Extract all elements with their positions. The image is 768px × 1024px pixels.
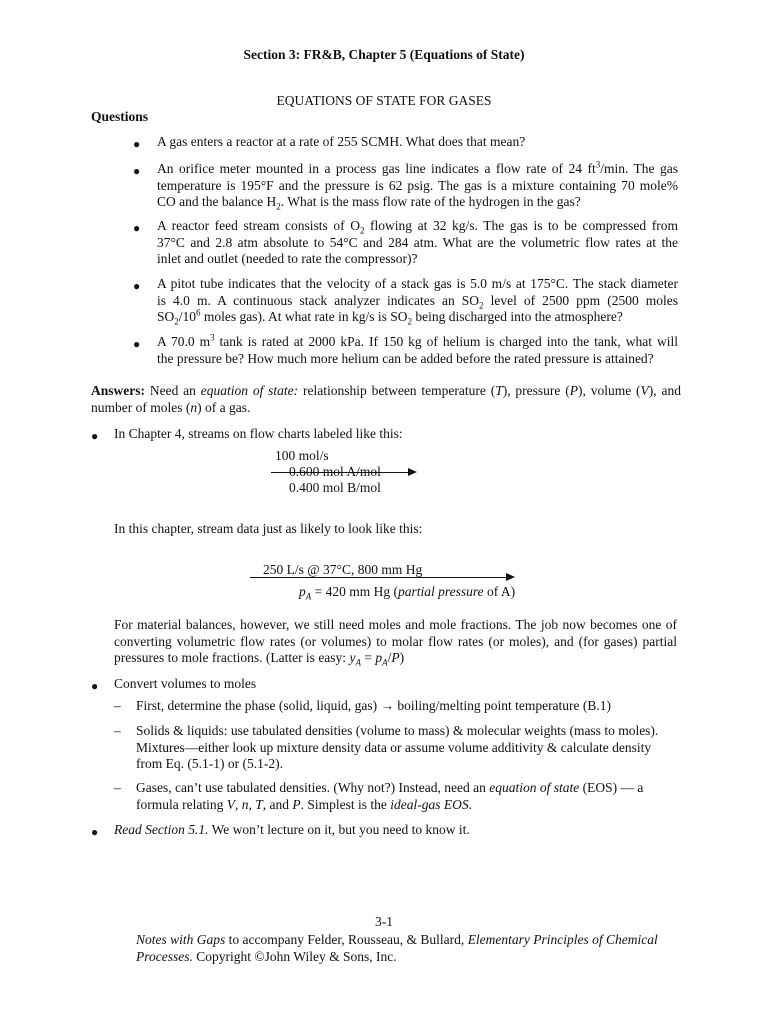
questions-heading: Questions (91, 109, 149, 124)
question-4: A pitot tube indicates that the velocity of a stack gas is 5.0 m/s at 175°C. The stack diameter is 4.0 m. A continuous stack analyzer indicates an $SO_2$ level of 2500 ppm (2500 moles $SO_2/10^6$ moles gas). At what rate in kg/s is $SO_2$ being discharged into the atmosphere? (157, 276, 678, 327)
bullet-icon: ● (133, 164, 141, 178)
solids-liquids-step: Solids & liquids: use tabulated densities (volume to mass) & molecular weights (mass to moles). Mixtures—either look up mixture density data or assume volume additivity & calculate density from Eq. (5.1-1) or (5.1-2). (136, 723, 659, 771)
flow-rate-label: 100 mol/s (275, 448, 329, 463)
gases-step: Gases, can’t use tabulated densities. (Why not?) Instead, need an equation of state (EOS) — a formula relating V, n, T, and P. Simplest is the ideal-gas EOS. (136, 780, 644, 812)
question-3: A reactor feed stream consists of $O_2$ flowing at 32 kg/s. The gas is to be compressed from 37°C and 2.8 atm absolute to 54°C and 284 atm. What are the volumetric flow rates at the inlet and outlet (needed to rate the compressor)? (157, 218, 679, 266)
dash-icon: – (114, 723, 121, 738)
chapter5-text: In this chapter, stream data just as likely to look like this: (114, 521, 423, 536)
chapter4-text: In Chapter 4, streams on flow charts labeled like this: (114, 426, 403, 441)
stream-line (250, 577, 506, 578)
page-title: EQUATIONS OF STATE FOR GASES (276, 93, 492, 108)
volumetric-flow-label: 250 L/s @ 37°C, 800 mm Hg (263, 562, 423, 577)
answers-paragraph: Answers: Need an equation of state: relationship between temperature (T), pressure (P), volume (V), and number of moles (n) of a gas. (91, 383, 681, 415)
page-number: 3-1 (375, 914, 393, 929)
phase-step: First, determine the phase (solid, liquid, gas) → boiling/melting point temperature (B.1) (136, 698, 612, 713)
section-header: Section 3: FR&B, Chapter 5 (Equations of State) (243, 47, 525, 62)
fraction-a-label: 0.600 mol A/mol (289, 464, 381, 479)
bullet-icon: ● (91, 429, 99, 443)
read-section-line: Read Section 5.1. We won’t lecture on it, but you need to know it. (114, 822, 470, 837)
arrow-head-icon (506, 573, 515, 581)
question-1 (157, 134, 678, 151)
bullet-icon: ● (133, 279, 141, 293)
material-balance-paragraph: For material balances, however, we still need moles and mole fractions. The job now becomes one of converting volumetric flow rates (or volumes) to molar flow rates (or moles), and (for gases) partial pressures to mole fractions. (Latter is easy: $y_A = p_A/P$) (114, 617, 677, 668)
dash-icon: – (114, 698, 121, 713)
convert-heading: Convert volumes to moles (114, 676, 257, 691)
bullet-icon: ● (91, 679, 99, 693)
question-5: A 70.0 $m^3$ tank is rated at 2000 kPa. If 150 kg of helium is charged into the tank, what will the pressure be? How much more helium can be added before the rated pressure is attained? (157, 332, 678, 366)
dash-icon: – (114, 780, 121, 795)
arrow-head-icon (408, 468, 417, 476)
bullet-icon: ● (91, 825, 99, 839)
question-2: An orifice meter mounted in a process gas line indicates a flow rate of 24 $ft^3/\min$. The gas temperature is 195°F and the pressure is 62 psig. The gas is a mixture containing 70 mole% CO and the balance $H_2$. What is the mass flow rate of the hydrogen in the gas? (157, 159, 678, 212)
footer-credit: Notes with Gaps to accompany Felder, Rousseau, & Bullard, Elementary Principles of Chemical Processes. Copyright ©John Wiley & Sons, Inc. (136, 932, 658, 964)
question-text: A gas enters a reactor at a rate of 255 SCMH. What does that mean? (157, 134, 526, 149)
fraction-b-label: 0.400 mol B/mol (289, 480, 381, 495)
bullet-icon: ● (133, 137, 141, 151)
partial-pressure-label: $p_A = 420$ mm Hg (partial pressure of A) (299, 584, 516, 602)
stream-line (271, 472, 409, 473)
bullet-icon: ● (133, 337, 141, 351)
bullet-icon: ● (133, 221, 141, 235)
